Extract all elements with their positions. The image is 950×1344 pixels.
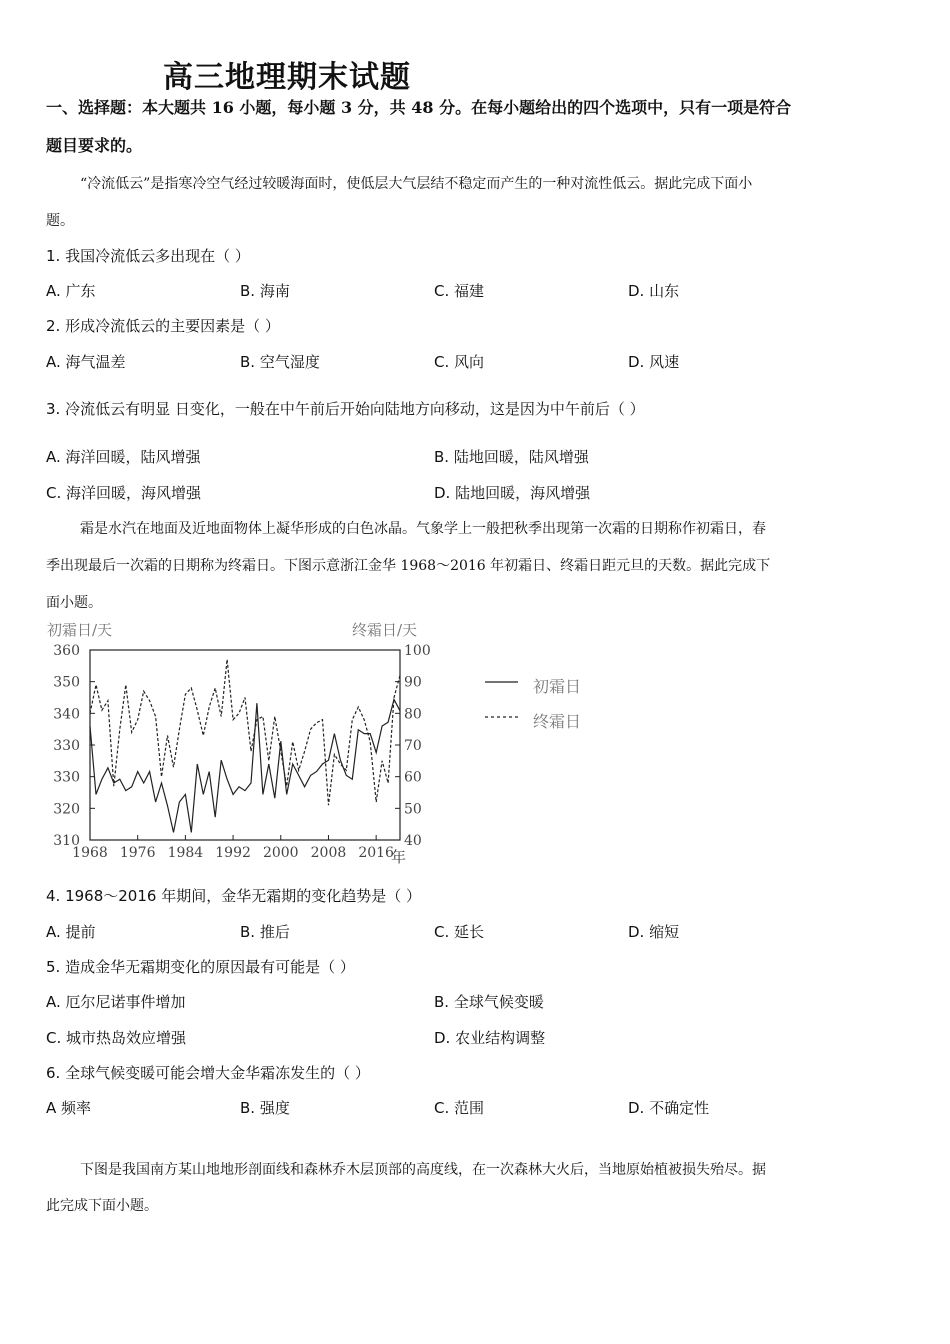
intro1-line2: 题。 [46,213,74,229]
x-tick-label: 1976 [119,845,156,861]
legend-label-last-frost: 终霜日 [533,712,582,731]
y-right-tick-label: 40 [404,833,422,849]
y-left-tick-label: 350 [53,674,80,691]
q1-option-d: D. 山东 [628,282,680,300]
q3-option-d: D. 陆地回暖，海风增强 [434,484,591,502]
section-heading-line2: 题目要求的。 [46,136,143,155]
q4-stem: 4. 1968～2016 年期间，金华无霜期的变化趋势是（ ） [46,887,421,905]
q4-option-c: C. 延长 [434,923,485,941]
q5-stem: 5. 造成金华无霜期变化的原因最有可能是（ ） [46,958,355,976]
y-right-tick-label: 100 [404,643,431,659]
series-first-frost-line [90,699,400,832]
q3-stem: 3. 冷流低云有明显 日变化，一般在中午前后开始向陆地方向移动，这是因为中午前后（ ） [46,400,645,418]
left-axis-label: 初霜日/天 [47,621,113,639]
q6-option-c: C. 范围 [434,1099,485,1117]
q3-option-b: B. 陆地回暖，陆风增强 [434,448,589,466]
page-title: 高三地理期末试题 [163,60,411,95]
x-tick-label: 1992 [215,845,251,861]
x-unit-label: 年 [391,848,407,866]
intro1-line1: “冷流低云”是指寒冷空气经过较暖海面时，使低层大气层结不稳定而产生的一种对流性低云。据此完成下面小 [80,176,753,192]
q2-stem: 2. 形成冷流低云的主要因素是（ ） [46,317,280,335]
q1-stem: 1. 我国冷流低云多出现在（ ） [46,247,250,265]
q1-option-a: A. 广东 [46,282,96,300]
y-right-tick-label: 70 [404,738,422,754]
x-tick-label: 2000 [262,845,299,861]
q1-option-c: C. 福建 [434,282,485,300]
x-tick-label: 2016 [358,845,394,861]
q6-option-b: B. 强度 [240,1099,290,1117]
y-right-tick-label: 60 [404,769,422,786]
legend-label-first-frost: 初霜日 [533,677,582,696]
section-heading-line1: 一、选择题：本大题共 16 小题，每小题 3 分，共 48 分。在每小题给出的四个选项中，只有一项是符合 [46,98,792,117]
q2-option-a: A. 海气温差 [46,353,126,371]
q6-option-d: D. 不确定性 [628,1099,710,1117]
frost-days-chart [40,615,620,870]
q5-option-a: A. 厄尔尼诺事件增加 [46,993,186,1011]
y-left-tick-label: 320 [53,801,80,818]
y-right-tick-label: 80 [404,706,422,723]
q5-option-d: D. 农业结构调整 [434,1029,546,1047]
intro3-line1: 下图是我国南方某山地地形剖面线和森林乔木层顶部的高度线，在一次森林大火后，当地原始植被损失殆尽。据 [80,1162,766,1178]
q4-option-b: B. 推后 [240,923,290,941]
y-left-tick-label: 310 [53,833,80,849]
series-last-frost-line [90,660,400,806]
intro2-line2: 季出现最后一次霜的日期称为终霜日。下图示意浙江金华 1968～2016 年初霜日、终霜日距元旦的天数。据此完成下 [46,558,771,574]
intro2-line3: 面小题。 [46,595,102,611]
q2-option-b: B. 空气湿度 [240,353,320,371]
q6-option-a: A 频率 [46,1099,92,1117]
intro2-line1: 霜是水汽在地面及近地面物体上凝华形成的白色冰晶。气象学上一般把秋季出现第一次霜的日期称作初霜日，春 [80,521,766,537]
x-tick-label: 1968 [72,845,108,861]
q5-option-c: C. 城市热岛效应增强 [46,1029,187,1047]
x-tick-label: 1984 [167,845,204,861]
y-left-tick-label: 330 [53,738,80,754]
q2-option-c: C. 风向 [434,353,485,371]
right-axis-label: 终霜日/天 [352,621,418,639]
y-left-tick-label: 360 [53,643,80,659]
y-right-tick-label: 90 [404,674,422,691]
x-tick-label: 2008 [310,845,347,861]
y-left-tick-label: 340 [53,706,80,723]
q6-stem: 6. 全球气候变暖可能会增大金华霜冻发生的（ ） [46,1064,370,1082]
q3-option-a: A. 海洋回暖，陆风增强 [46,448,201,466]
intro3-line2: 此完成下面小题。 [46,1198,158,1214]
y-right-tick-label: 50 [404,801,422,818]
q4-option-d: D. 缩短 [628,923,680,941]
q2-option-d: D. 风速 [628,353,680,371]
q1-option-b: B. 海南 [240,282,290,300]
q3-option-c: C. 海洋回暖，海风增强 [46,484,202,502]
q5-option-b: B. 全球气候变暖 [434,993,544,1011]
y-left-tick-label: 330 [53,769,80,786]
plot-frame [90,650,400,840]
q4-option-a: A. 提前 [46,923,96,941]
